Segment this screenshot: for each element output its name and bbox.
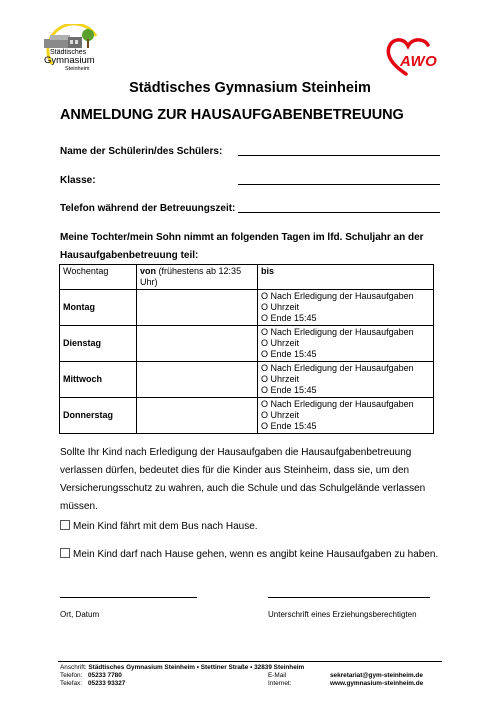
signature-field[interactable] [268, 597, 430, 598]
class-label: Klasse: [60, 175, 96, 186]
checkbox-bus[interactable] [60, 520, 70, 530]
option-time[interactable]: O Uhrzeit [261, 302, 300, 312]
awo-logo [384, 36, 440, 78]
intro-text: Meine Tochter/mein Sohn nimmt an folgenden Tagen im lfd. Schuljahr an der Hausaufgabenbetreuung teil: [60, 232, 424, 261]
day-tuesday: Dienstag [60, 326, 137, 362]
option-time[interactable]: O Uhrzeit [261, 338, 300, 348]
check-walk[interactable] [60, 548, 438, 560]
schedule-table [59, 264, 434, 434]
option-end[interactable]: O Ende 15:45 [261, 313, 317, 323]
place-date-field[interactable] [60, 597, 197, 598]
from-time-tuesday[interactable] [137, 326, 258, 362]
option-after-homework[interactable]: O Nach Erledigung der Hausaufgaben [261, 327, 414, 337]
table-row [60, 326, 434, 362]
until-options-thursday[interactable] [258, 398, 434, 434]
until-options-wednesday[interactable] [258, 362, 434, 398]
from-time-monday[interactable] [137, 290, 258, 326]
footer-web-label: Internet: [268, 680, 292, 687]
footer-email-label: E-Mail [268, 672, 287, 679]
footer-web-value[interactable]: www.gymnasium-steinheim.de [330, 680, 424, 687]
table-row [60, 362, 434, 398]
address-label: Anschrift: [60, 664, 87, 671]
header-until: bis [258, 265, 434, 290]
student-name-label: Name der Schülerin/des Schülers: [60, 146, 223, 157]
option-after-homework[interactable]: O Nach Erledigung der Hausaufgaben [261, 291, 414, 301]
option-after-homework[interactable]: O Nach Erledigung der Hausaufgaben [261, 363, 414, 373]
option-after-homework[interactable]: O Nach Erledigung der Hausaufgaben [261, 399, 414, 409]
logo-text-1: Städtisches [50, 49, 87, 56]
footer-address [60, 664, 304, 672]
table-row [60, 398, 434, 434]
check-walk-label: Mein Kind darf nach Hause gehen, wenn es angibt keine Hausaufgaben zu haben. [73, 549, 439, 560]
header-from-bold: von [140, 266, 157, 276]
logo-text-3: Steinheim [65, 66, 90, 72]
school-logo [38, 24, 104, 84]
footer-rule [58, 661, 442, 662]
until-options-tuesday[interactable] [258, 326, 434, 362]
option-end[interactable]: O Ende 15:45 [261, 421, 317, 431]
option-end[interactable]: O Ende 15:45 [261, 349, 317, 359]
footer-phone-value: 05233 7780 [88, 672, 122, 679]
day-wednesday: Mittwoch [60, 362, 137, 398]
phone-field[interactable] [238, 212, 440, 213]
insurance-paragraph: Sollte Ihr Kind nach Erledigung der Hausaufgaben die Hausaufgabenbetreuung verlassen dürfen, bedeutet dies für die Kinder aus Steinheim, dass sie, um den Versicherungsschutz zu wahren, auch die Schule und das Schulgelände verlassen müssen. [60, 447, 426, 512]
awo-text: AWO [400, 53, 438, 70]
checkbox-walk[interactable] [60, 548, 70, 558]
check-bus[interactable] [60, 520, 258, 532]
student-name-field[interactable] [238, 155, 440, 156]
page-title: ANMELDUNG ZUR HAUSAUFGABENBETREUUNG [60, 107, 404, 123]
header-weekday: Wochentag [60, 265, 137, 290]
check-bus-label: Mein Kind fährt mit dem Bus nach Hause. [73, 521, 258, 532]
table-row [60, 290, 434, 326]
footer-phone-label: Telefon: [60, 672, 83, 679]
logo-text-2: Gymnasium [44, 55, 95, 66]
header-from-note: (frühestens ab 12:35 Uhr) [140, 266, 242, 287]
day-monday: Montag [60, 290, 137, 326]
day-thursday: Donnerstag [60, 398, 137, 434]
footer-fax-label: Telefax: [60, 680, 83, 687]
option-end[interactable]: O Ende 15:45 [261, 385, 317, 395]
footer-email-value[interactable]: sekretariat@gym-steinheim.de [330, 672, 423, 679]
table-header-row [60, 265, 434, 290]
phone-label: Telefon während der Betreuungszeit: [60, 203, 236, 214]
from-time-wednesday[interactable] [137, 362, 258, 398]
from-time-thursday[interactable] [137, 398, 258, 434]
address-value: Städtisches Gymnasium Steinheim • Stettiner Straße • 32839 Steinheim [88, 664, 305, 671]
header-from [137, 265, 258, 290]
footer-fax-value: 05233 93327 [88, 680, 126, 687]
option-time[interactable]: O Uhrzeit [261, 410, 300, 420]
until-options-monday[interactable] [258, 290, 434, 326]
place-date-label: Ort, Datum [60, 610, 100, 619]
option-time[interactable]: O Uhrzeit [261, 374, 300, 384]
class-field[interactable] [238, 184, 440, 185]
school-name: Städtisches Gymnasium Steinheim [129, 80, 371, 96]
signature-label: Unterschrift eines Erziehungsberechtigten [268, 610, 417, 619]
